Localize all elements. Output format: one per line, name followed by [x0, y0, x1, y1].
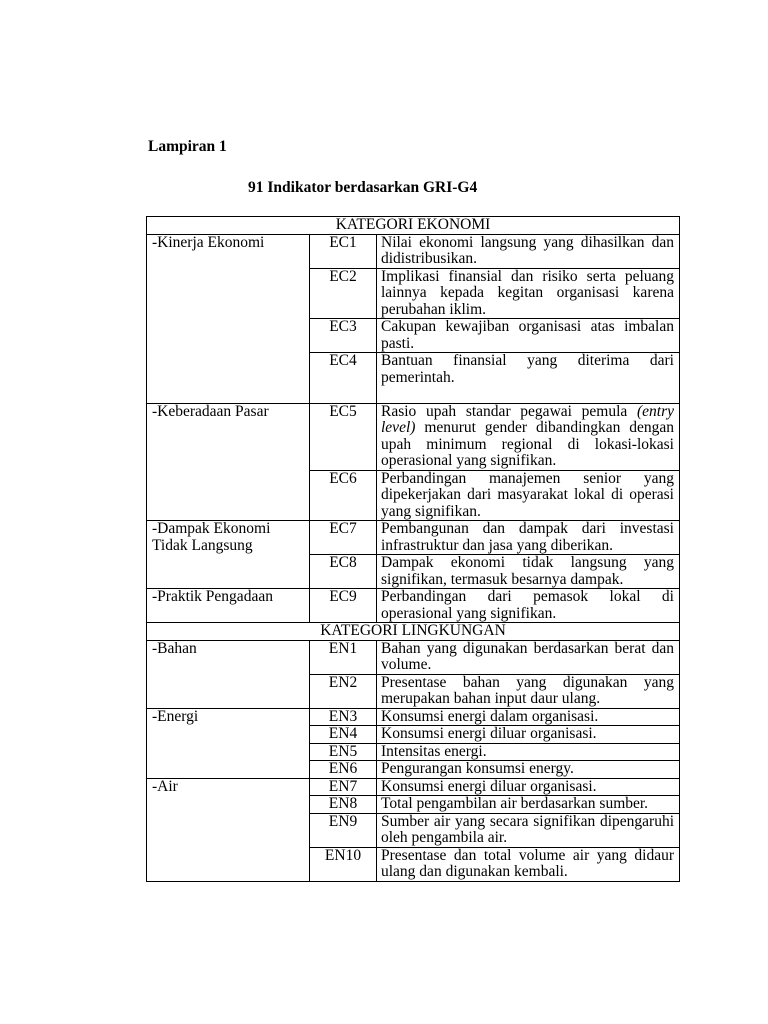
- indicator-description: Pembangunan dan dampak dari investasi infrastruktur dan jasa yang diberikan.: [381, 520, 674, 554]
- indicator-code: EC4: [310, 353, 377, 403]
- indicator-description: Perbandingan dari pemasok lokal di operasional yang signifikan.: [381, 588, 674, 622]
- indicator-description: Presentase bahan yang digunakan yang merupakan bahan input daur ulang.: [381, 673, 674, 707]
- indicator-code: EN10: [310, 848, 377, 881]
- indicator-group: [147, 708, 679, 778]
- indicator-code: EN8: [310, 796, 377, 813]
- indicator-description: Sumber air yang secara signifikan dipengaruhi oleh pengambila air.: [381, 812, 674, 846]
- indicator-table: [146, 216, 680, 882]
- indicator-row: [310, 709, 679, 726]
- indicator-list: [310, 521, 679, 588]
- indicator-row: [310, 521, 679, 554]
- indicator-list: [310, 404, 679, 521]
- description-emphasis: (entry level): [381, 402, 674, 436]
- indicator-list: [310, 779, 679, 881]
- indicator-list: [310, 235, 679, 403]
- indicator-row: [310, 554, 679, 588]
- indicator-group: [147, 520, 679, 588]
- indicator-code: EN1: [310, 641, 377, 674]
- indicator-code: EC5: [310, 404, 377, 470]
- indicator-row: [310, 641, 679, 674]
- category-header: KATEGORI LINGKUNGAN: [147, 622, 679, 640]
- indicator-list: [310, 641, 679, 708]
- indicator-description: Total pengambilan air berdasarkan sumber.: [381, 795, 649, 812]
- indicator-group: [147, 588, 679, 622]
- indicator-row: [310, 795, 679, 813]
- indicator-row: [310, 318, 679, 352]
- indicator-description: Presentase dan total volume air yang didaur ulang dan digunakan kembali.: [381, 846, 674, 880]
- group-label: -Bahan: [147, 641, 310, 708]
- indicator-group: [147, 778, 679, 881]
- indicator-code: EN9: [310, 814, 377, 847]
- indicator-code: EC6: [310, 471, 377, 521]
- indicator-description: Cakupan kewajiban organisasi atas imbalan pasti.: [381, 318, 674, 352]
- indicator-description: Pengurangan konsumsi energy.: [381, 760, 574, 777]
- indicator-row: [310, 404, 679, 470]
- group-label: -Keberadaan Pasar: [147, 404, 310, 521]
- indicator-row: [310, 813, 679, 847]
- indicator-code: EC1: [310, 235, 377, 268]
- indicator-description: Konsumsi energi diluar organisasi.: [381, 725, 597, 742]
- indicator-row: [310, 235, 679, 268]
- group-label: -Praktik Pengadaan: [147, 589, 310, 622]
- description-text: menurut gender dibandingkan dengan upah minimum regional di lokasi-lokasi operasional yang signifikan.: [381, 419, 674, 469]
- indicator-row: [310, 268, 679, 319]
- indicator-code: EC3: [310, 319, 377, 352]
- indicator-code: EC9: [310, 589, 377, 622]
- indicator-row: [310, 674, 679, 708]
- indicator-row: [310, 589, 679, 622]
- indicator-code: EC8: [310, 555, 377, 588]
- indicator-row: [310, 725, 679, 743]
- indicator-group: [147, 640, 679, 708]
- indicator-code: EC7: [310, 521, 377, 554]
- indicator-description: Konsumsi energi diluar organisasi.: [381, 777, 597, 795]
- group-label: -Energi: [147, 709, 310, 778]
- indicator-description: Dampak ekonomi tidak langsung yang signifikan, termasuk besarnya dampak.: [381, 554, 674, 588]
- indicator-row: [310, 743, 679, 761]
- indicator-description: Nilai ekonomi langsung yang dihasilkan dan didistribusikan.: [381, 233, 674, 267]
- indicator-code: EN7: [310, 779, 377, 796]
- indicator-code: EN3: [310, 709, 377, 726]
- indicator-description: Implikasi finansial dan risiko serta peluang lainnya kepada kegitan organisasi karena perubahan iklim.: [381, 267, 674, 318]
- indicator-group: [147, 234, 679, 403]
- indicator-description: [377, 404, 679, 470]
- indicator-description: Bahan yang digunakan berdasarkan berat dan volume.: [381, 639, 674, 673]
- indicator-description: Intensitas energi.: [381, 742, 487, 760]
- group-label: -Dampak Ekonomi Tidak Langsung: [147, 521, 310, 588]
- category-header: KATEGORI EKONOMI: [335, 216, 491, 233]
- indicator-description: Bantuan finansial yang diterima dari pemerintah.: [381, 352, 674, 386]
- indicator-group: [147, 403, 679, 521]
- indicator-code: EN6: [310, 761, 377, 778]
- indicator-description: Perbandingan manajemen senior yang dipekerjakan dari masyarakat lokal di operasi yang signifikan.: [381, 469, 674, 520]
- table-title: 91 Indikator berdasarkan GRI-G4: [248, 179, 478, 196]
- group-label: -Air: [147, 779, 310, 881]
- indicator-code: EN4: [310, 726, 377, 743]
- page-heading: Lampiran 1: [148, 138, 227, 155]
- indicator-row: [310, 847, 679, 881]
- indicator-description: Konsumsi energi dalam organisasi.: [381, 707, 599, 725]
- indicator-row: [310, 470, 679, 521]
- indicator-row: [310, 352, 679, 403]
- description-text: Rasio upah standar pegawai pemula: [381, 402, 637, 420]
- indicator-list: [310, 709, 679, 778]
- indicator-code: EC2: [310, 269, 377, 319]
- group-label: -Kinerja Ekonomi: [147, 235, 310, 403]
- indicator-row: [310, 760, 679, 778]
- indicator-list: [310, 589, 679, 622]
- indicator-code: EN2: [310, 675, 377, 708]
- indicator-code: EN5: [310, 744, 377, 761]
- indicator-row: [310, 779, 679, 796]
